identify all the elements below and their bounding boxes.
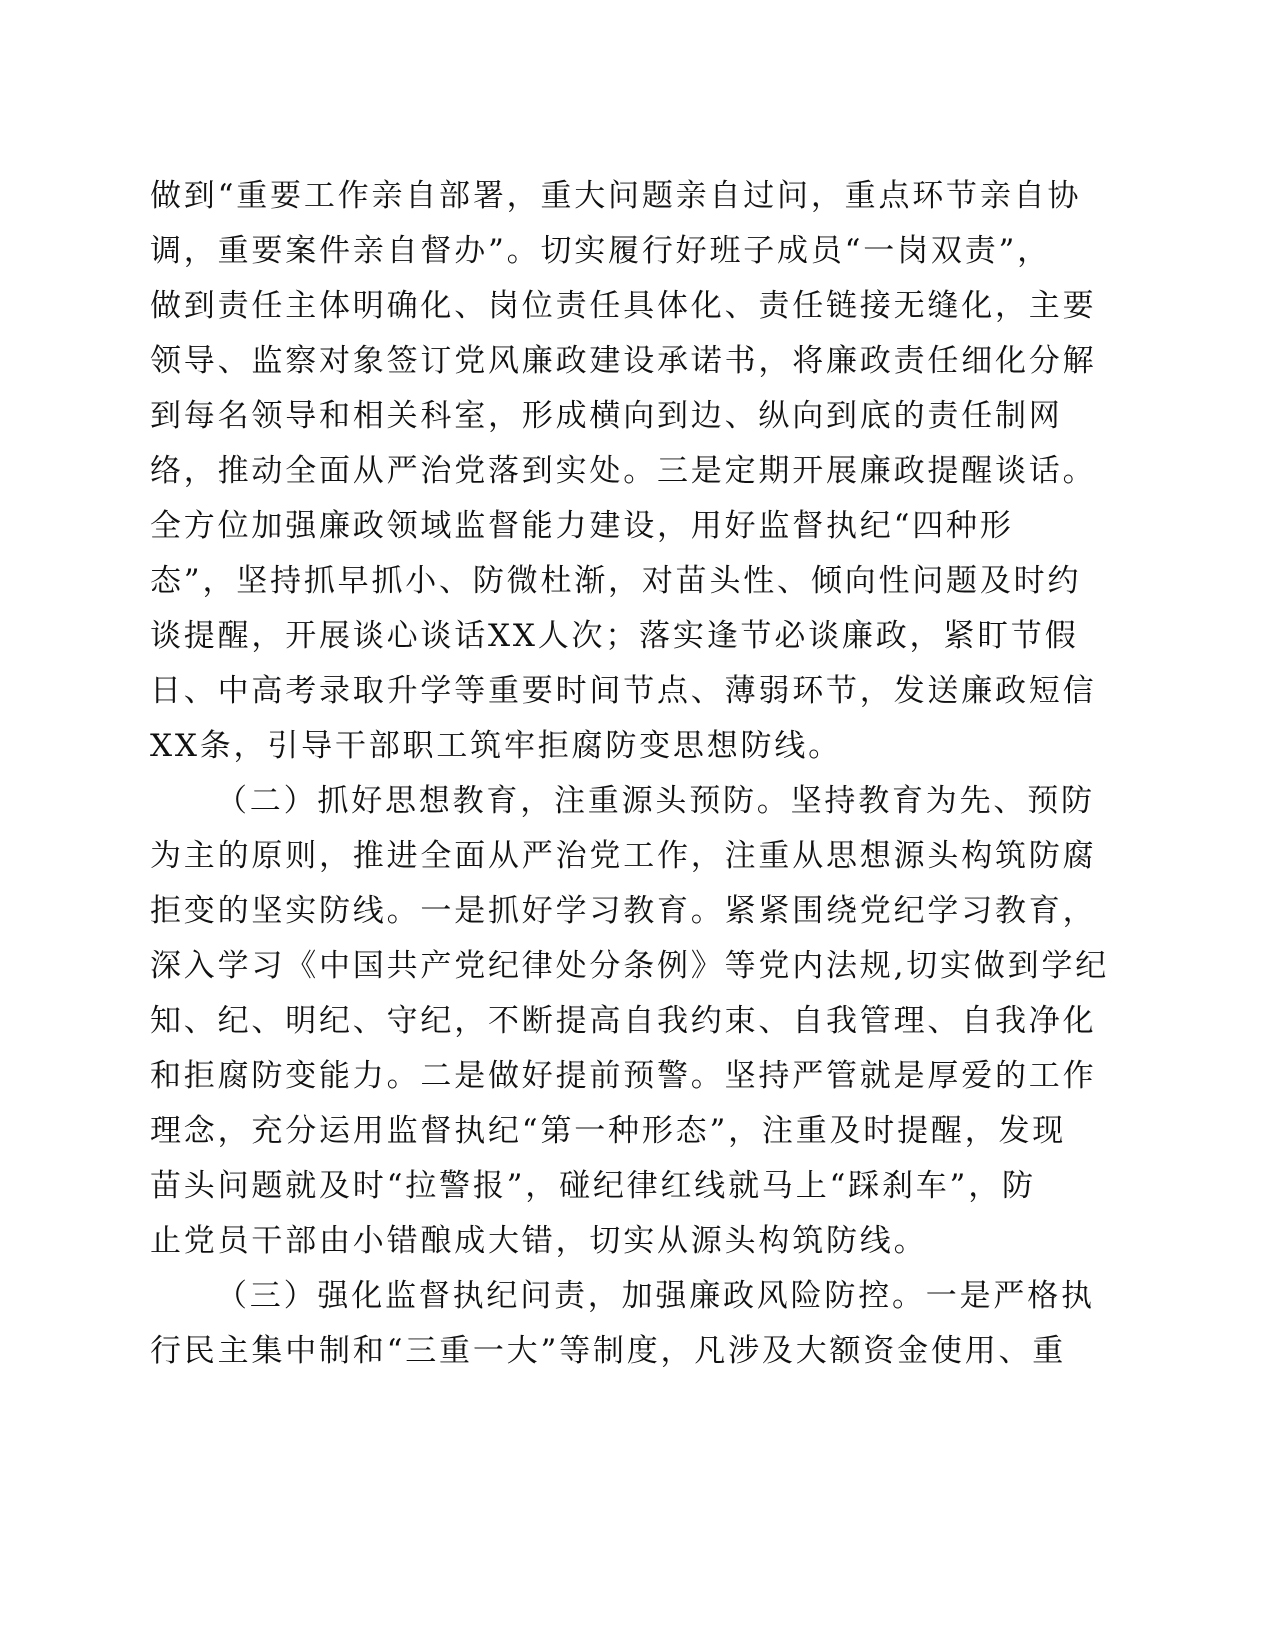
text-line: 调，重要案件亲自督办”。切实履行好班子成员“一岗双责”， — [150, 233, 1051, 269]
text-line: 知、纪、明纪、守纪，不断提高自我约束、自我管理、自我净化 — [150, 1003, 1097, 1039]
text-line: 理念，充分运用监督执纪“第一种形态”，注重及时提醒，发现 — [150, 1113, 1067, 1149]
text-line: 日、中高考录取升学等重要时间节点、薄弱环节，发送廉政短信 — [150, 673, 1097, 709]
text-line: 为主的原则，推进全面从严治党工作，注重从思想源头构筑防腐 — [150, 838, 1097, 874]
text-line: 态”，坚持抓早抓小、防微杜渐，对苗头性、倾向性问题及时约 — [150, 563, 1082, 599]
text-line: 苗头问题就及时“拉警报”，碰纪律红线就马上“踩刹车”，防 — [150, 1168, 1036, 1204]
text-line: 谈提醒，开展谈心谈话XX人次；落实逢节必谈廉政，紧盯节假 — [150, 618, 1079, 654]
text-line: 深入学习《中国共产党纪律处分条例》等党内法规,切实做到学纪 — [150, 948, 1110, 984]
text-line: 络，推动全面从严治党落到实处。三是定期开展廉政提醒谈话。 — [150, 453, 1097, 489]
text-line: 拒变的坚实防线。一是抓好学习教育。紧紧围绕党纪学习教育， — [150, 893, 1097, 929]
section-heading-line: （三）强化监督执纪问责，加强廉政风险防控。一是严格执 — [216, 1278, 1095, 1314]
text-line: 做到“重要工作亲自部署，重大问题亲自过问，重点环节亲自协 — [150, 178, 1082, 214]
text-line: 到每名领导和相关科室，形成横向到边、纵向到底的责任制网 — [150, 398, 1063, 434]
text-line: 止党员干部由小错酿成大错，切实从源头构筑防线。 — [150, 1223, 928, 1259]
text-line: 和拒腐防变能力。二是做好提前预警。坚持严管就是厚爱的工作 — [150, 1058, 1097, 1094]
section-heading-line: （二）抓好思想教育，注重源头预防。坚持教育为先、预防 — [216, 783, 1095, 819]
text-line: XX条，引导干部职工筑牢拒腐防变思想防线。 — [150, 728, 842, 764]
text-line: 全方位加强廉政领域监督能力建设，用好监督执纪“四种形 — [150, 508, 1014, 544]
text-line: 领导、监察对象签订党风廉政建设承诺书，将廉政责任细化分解 — [150, 343, 1097, 379]
text-line: 做到责任主体明确化、岗位责任具体化、责任链接无缝化，主要 — [150, 288, 1097, 324]
text-line: 行民主集中制和“三重一大”等制度，凡涉及大额资金使用、重 — [150, 1333, 1067, 1369]
